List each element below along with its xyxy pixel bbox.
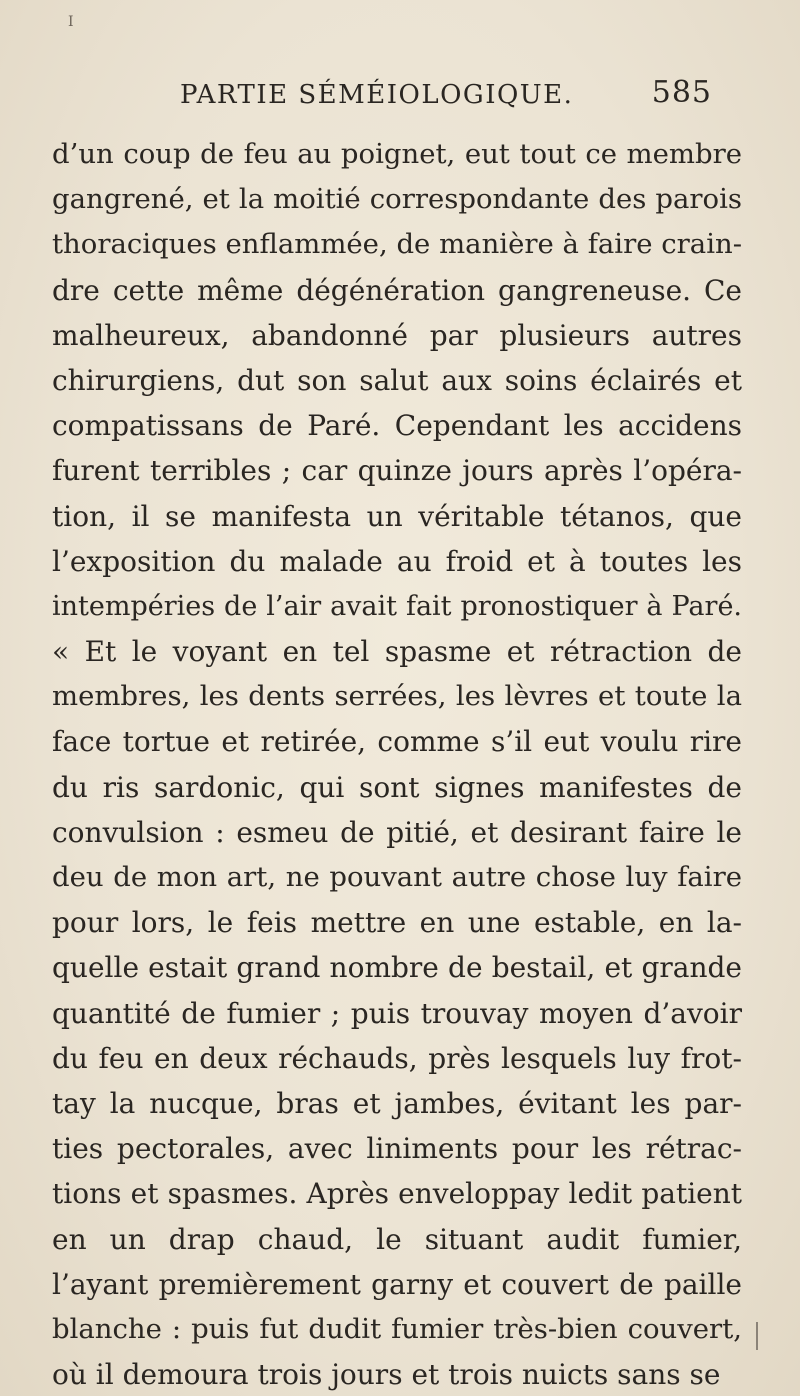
text-line: furent terribles ; car quinze jours après l’opéra-: [52, 454, 742, 488]
text-line: tions et spasmes. Après enveloppay ledit patient: [52, 1177, 742, 1211]
text-line: quelle estait grand nombre de bestail, et grande: [52, 951, 742, 985]
text-line: thoraciques enflammée, de manière à faire crain-: [52, 228, 742, 261]
text-line: membres, les dents serrées, les lèvres et toute la: [52, 680, 742, 713]
text-line: quantité de fumier ; puis trouvay moyen d’avoir: [52, 996, 742, 1030]
text-line: « Et le voyant en tel spasme et rétraction de: [52, 635, 742, 669]
text-line: convulsion : esmeu de pitié, et desirant faire le: [52, 815, 742, 849]
body-text: [52, 132, 742, 1396]
text-line: intempéries de l’air avait fait pronostiquer à Paré.: [52, 590, 742, 622]
text-line: face tortue et retirée, comme s’il eut voulu rire: [52, 725, 742, 759]
page-header-title: PARTIE SÉMÉIOLOGIQUE.: [180, 80, 574, 110]
text-line: malheureux, abandonné par plusieurs autres: [52, 318, 742, 352]
text-line: d’un coup de feu au poignet, eut tout ce membre: [52, 138, 742, 170]
text-line: tay la nucque, bras et jambes, évitant les par-: [52, 1086, 742, 1120]
text-line: gangrené, et la moitié correspondante des parois: [52, 183, 742, 216]
text-line: où il demoura trois jours et trois nuicts sans se: [52, 1358, 721, 1392]
text-line: en un drap chaud, le situant audit fumier,: [52, 1222, 742, 1256]
top-mark: I: [68, 14, 74, 30]
text-line: blanche : puis fut dudit fumier très-bien couvert,: [52, 1312, 742, 1345]
text-line: du ris sardonic, qui sont signes manifestes de: [52, 770, 742, 804]
text-line: ties pectorales, avec liniments pour les rétrac-: [52, 1132, 742, 1166]
text-line: l’ayant premièrement garny et couvert de paille: [52, 1267, 742, 1301]
text-line: dre cette même dégénération gangreneuse. Ce: [52, 273, 742, 307]
text-line: compatissans de Paré. Cependant les accidens: [52, 409, 742, 443]
text-line: tion, il se manifesta un véritable tétanos, que: [52, 499, 742, 533]
text-line: du feu en deux réchauds, près lesquels luy frot-: [52, 1041, 742, 1075]
text-line: deu de mon art, ne pouvant autre chose luy faire: [52, 861, 742, 893]
margin-mark: [756, 1322, 758, 1350]
text-line: pour lors, le feis mettre en une estable, en la-: [52, 906, 742, 940]
text-line: chirurgiens, dut son salut aux soins éclairés et: [52, 363, 742, 397]
text-line: l’exposition du malade au froid et à toutes les: [52, 544, 742, 578]
page-number: 585: [651, 75, 712, 110]
